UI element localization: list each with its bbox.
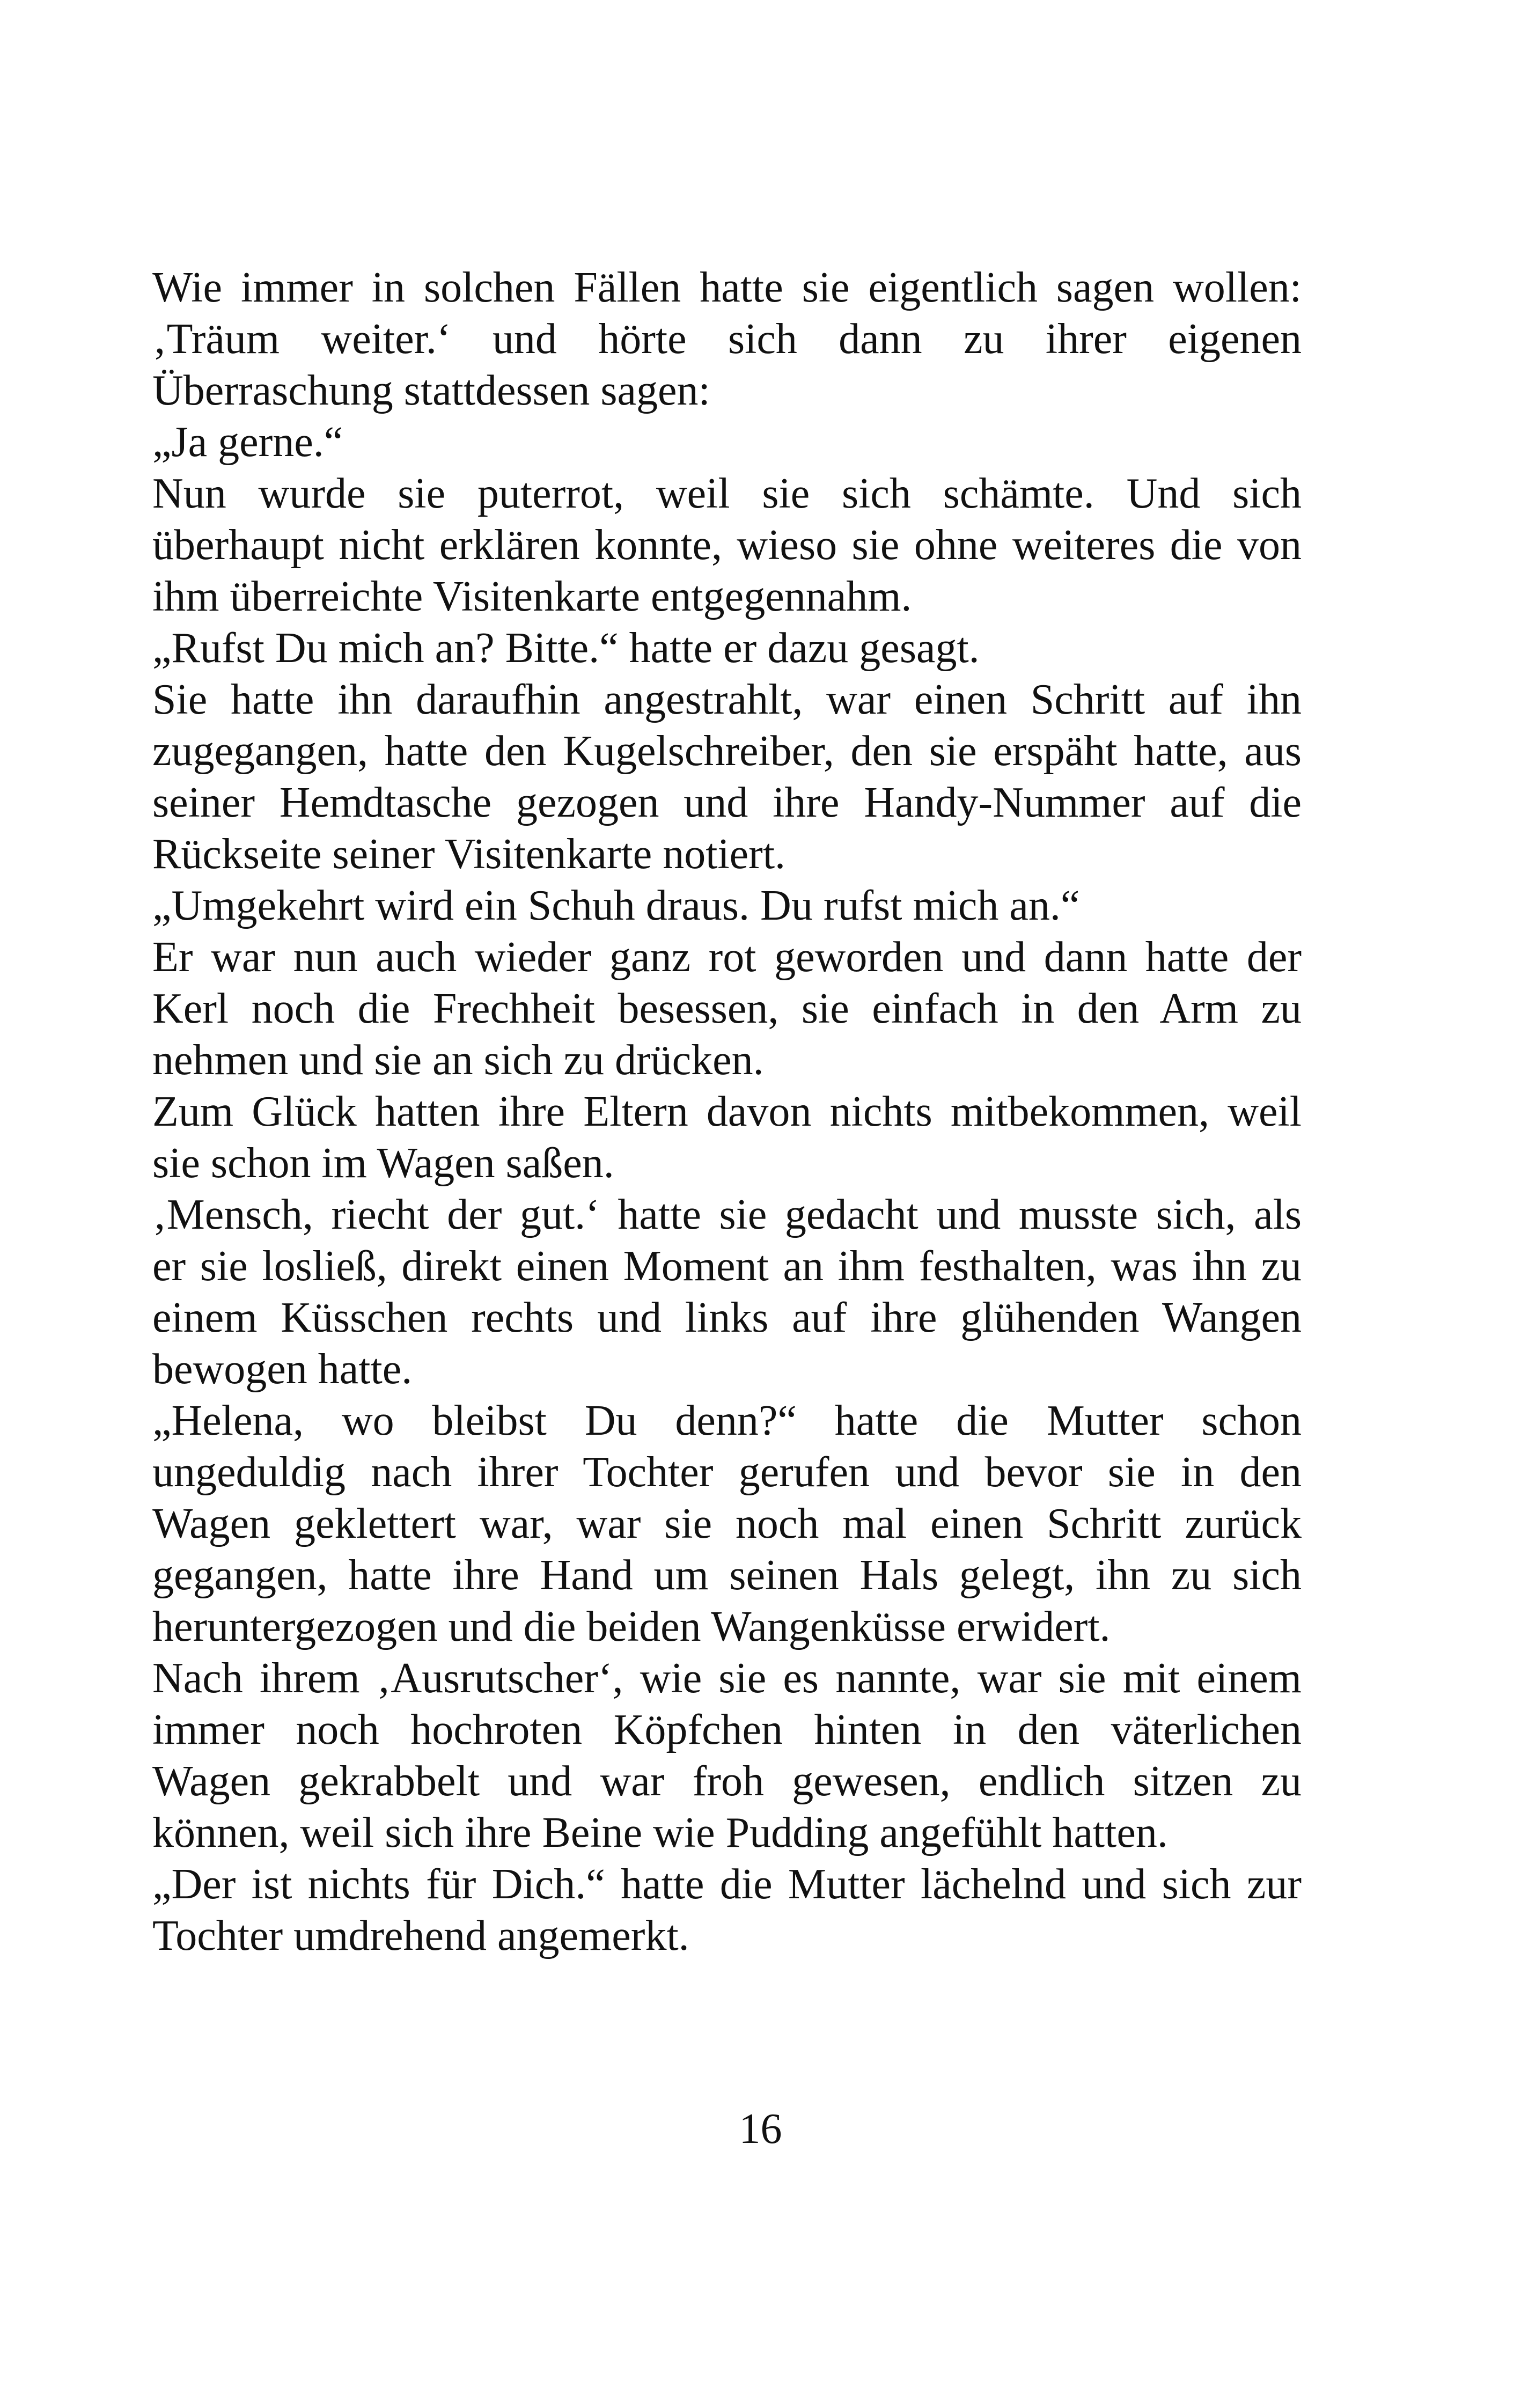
text-line: Rückseite seiner Visitenkarte notiert. — [152, 831, 786, 878]
text-line: Kerl noch die Frechheit besessen, sie einfach in den Arm zu — [152, 985, 1302, 1032]
text-line: Er war nun auch wieder ganz rot geworden und dann hatte der — [152, 934, 1302, 981]
text-line: können, weil sich ihre Beine wie Pudding angefühlt hatten. — [152, 1809, 1168, 1856]
text-line: bewogen hatte. — [152, 1346, 413, 1393]
text-line: ‚Träum weiter.‘ und hörte sich dann zu ihrer eigenen — [152, 315, 1302, 363]
text-line: ungeduldig nach ihrer Tochter gerufen und bevor sie in den — [152, 1449, 1302, 1496]
text-line: „Rufst Du mich an? Bitte.“ hatte er dazu gesagt. — [152, 625, 980, 672]
text-line: „Umgekehrt wird ein Schuh draus. Du rufst mich an.“ — [152, 882, 1080, 929]
text-line: Nach ihrem ‚Ausrutscher‘, wie sie es nannte, war sie mit einem — [152, 1655, 1302, 1702]
text-line: Sie hatte ihn daraufhin angestrahlt, war einen Schritt auf ihn — [152, 676, 1302, 723]
text-line: ihm überreichte Visitenkarte entgegennahm. — [152, 573, 912, 620]
text-line: sie schon im Wagen saßen. — [152, 1140, 614, 1187]
text-line: „Ja gerne.“ — [152, 419, 343, 466]
text-line: Zum Glück hatten ihre Eltern davon nichts mitbekommen, weil — [152, 1088, 1302, 1135]
text-line: Wie immer in solchen Fällen hatte sie eigentlich sagen wollen: — [152, 264, 1302, 311]
text-line: Wagen geklettert war, war sie noch mal einen Schritt zurück — [152, 1500, 1302, 1547]
body-text — [152, 262, 1302, 1962]
text-line: heruntergezogen und die beiden Wangenküsse erwidert. — [152, 1603, 1111, 1650]
text-line: zugegangen, hatte den Kugelschreiber, den sie erspäht hatte, aus — [152, 728, 1302, 775]
text-line: „Der ist nichts für Dich.“ hatte die Mutter lächelnd und sich zur — [152, 1861, 1302, 1908]
text-line: Wagen gekrabbelt und war froh gewesen, endlich sitzen zu — [152, 1758, 1302, 1805]
text-line: Tochter umdrehend angemerkt. — [152, 1912, 689, 1959]
text-line: Nun wurde sie puterrot, weil sie sich schämte. Und sich — [152, 470, 1302, 517]
text-line: „Helena, wo bleibst Du denn?“ hatte die Mutter schon — [152, 1397, 1302, 1444]
page-number: 16 — [739, 2105, 782, 2153]
text-line: seiner Hemdtasche gezogen und ihre Handy-Nummer auf die — [152, 779, 1302, 826]
text-line: Überraschung stattdessen sagen: — [152, 367, 710, 414]
text-line: ‚Mensch, riecht der gut.‘ hatte sie gedacht und musste sich, als — [152, 1191, 1302, 1238]
text-line: nehmen und sie an sich zu drücken. — [152, 1037, 764, 1084]
text-line: einem Küsschen rechts und links auf ihre glühenden Wangen — [152, 1294, 1302, 1341]
text-line: überhaupt nicht erklären konnte, wieso sie ohne weiteres die von — [152, 522, 1302, 569]
text-line: gegangen, hatte ihre Hand um seinen Hals gelegt, ihn zu sich — [152, 1552, 1302, 1599]
text-line: er sie losließ, direkt einen Moment an ihm festhalten, was ihn zu — [152, 1243, 1302, 1290]
text-line: immer noch hochroten Köpfchen hinten in den väterlichen — [152, 1706, 1302, 1753]
